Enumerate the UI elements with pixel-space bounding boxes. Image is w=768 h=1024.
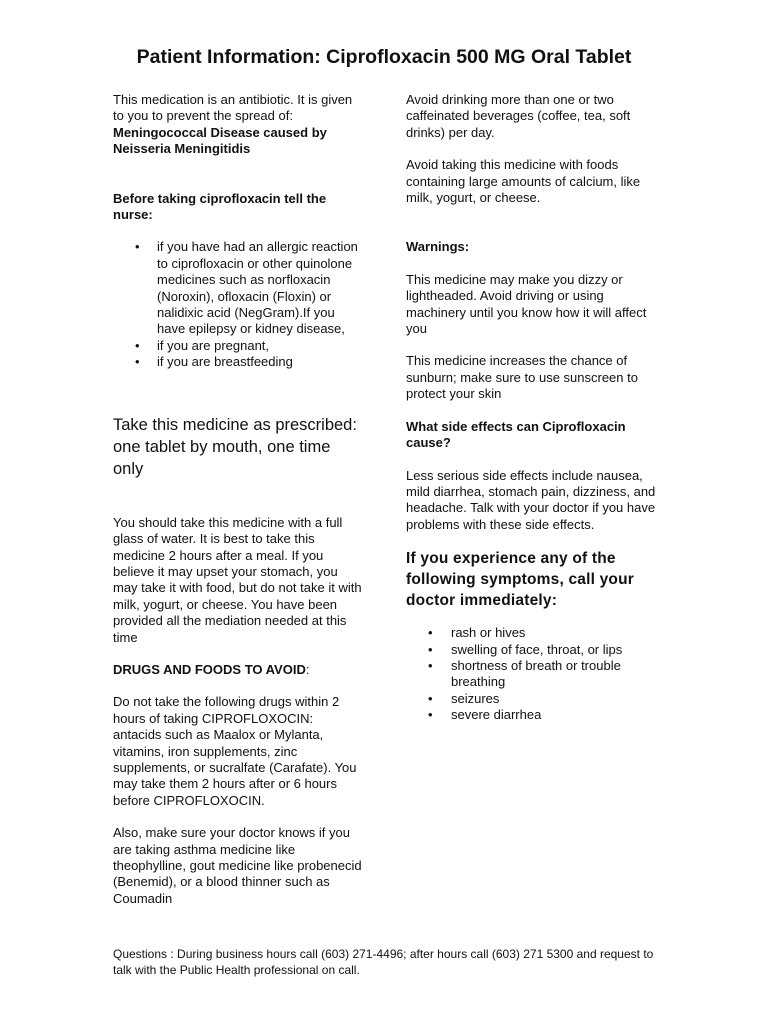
sunburn-warning: This medicine increases the chance of sunburn; make sure to use sunscreen to protect your skin (406, 353, 638, 402)
intro-text: This medication is an antibiotic. It is given to you to prevent the spread of: (113, 92, 353, 124)
footer-contact: Questions : During business hours call (603) 271-4496; after hours call (603) 271 5300 and request to talk with the Public Health professional on call. (113, 947, 654, 977)
avoid-heading (113, 662, 363, 678)
side-effects-heading: What side effects can Ciprofloxacin cause? (406, 418, 626, 451)
list-item: • shortness of breath or trouble breathing (451, 658, 662, 691)
avoid-heading-colon: : (305, 661, 310, 677)
also-text: Also, make sure your doctor knows if you are taking asthma medicine like theophylline, gout medicine like probenecid (Benemid), or a blood thinner such as Coumadin (113, 825, 362, 906)
disease-name: Meningococcal Disease caused by Neisseria Meningitidis (113, 124, 327, 157)
dosage-text: Take this medicine as prescribed: one tablet by mouth, one time only (113, 415, 357, 478)
warnings-heading: Warnings: (406, 239, 470, 255)
before-taking-heading: Before taking ciprofloxacin tell the nurse: (113, 190, 327, 223)
caffeine-text: Avoid drinking more than one or two caffeinated beverages (coffee, tea, soft drinks) per day. (406, 92, 631, 140)
list-item: • swelling of face, throat, or lips (451, 642, 662, 658)
symptoms-list (451, 625, 662, 723)
list-item: • if you are pregnant, (157, 338, 363, 354)
before-taking-list (157, 239, 363, 370)
avoid-heading-label: DRUGS AND FOODS TO AVOID (113, 661, 306, 677)
left-column (113, 92, 363, 907)
dizzy-warning: This medicine may make you dizzy or lightheaded. Avoid driving or using machinery until you know how it will affect you (406, 271, 647, 337)
call-doctor-heading: If you experience any of the following symptoms, call your doctor immediately: (406, 550, 634, 610)
list-item: • severe diarrhea (451, 707, 662, 723)
document-title: Patient Information: Ciprofloxacin 500 MG Oral Tablet (136, 46, 632, 68)
list-item: • rash or hives (451, 625, 662, 641)
list-item: • seizures (451, 691, 662, 707)
list-item: • if you are breastfeeding (157, 354, 363, 370)
side-effects-text: Less serious side effects include nausea, mild diarrhea, stomach pain, dizziness, and headache. Talk with your doctor if you have problems with these side effects. (406, 467, 656, 532)
right-column (406, 92, 662, 724)
avoid-drugs-text: Do not take the following drugs within 2 hours of taking CIPROFLOXOCIN: antacids such as Maalox or Mylanta, vitamins, iron supplements, zinc supplements, or sucralfate (Carafate). You may take them 2 hours after or 6 hours before CIPROFLOXOCIN. (113, 694, 357, 808)
calcium-text: Avoid taking this medicine with foods containing large amounts of calcium, like milk, yogurt, or cheese. (406, 157, 641, 206)
list-item: • if you have had an allergic reaction to ciprofloxacin or other quinolone medicines such as norfloxacin (Noroxin), ofloxacin (Floxin) or nalidixic acid (NegGram).If you have epilepsy or kidney disease, (157, 239, 363, 337)
instructions-text: You should take this medicine with a full glass of water. It is best to take this medicine 2 hours after a meal. If you believe it may upset your stomach, you may take it with food, but do not take it with milk, yogurt, or cheese. You have been provided all the mediation needed at this time (113, 514, 362, 645)
